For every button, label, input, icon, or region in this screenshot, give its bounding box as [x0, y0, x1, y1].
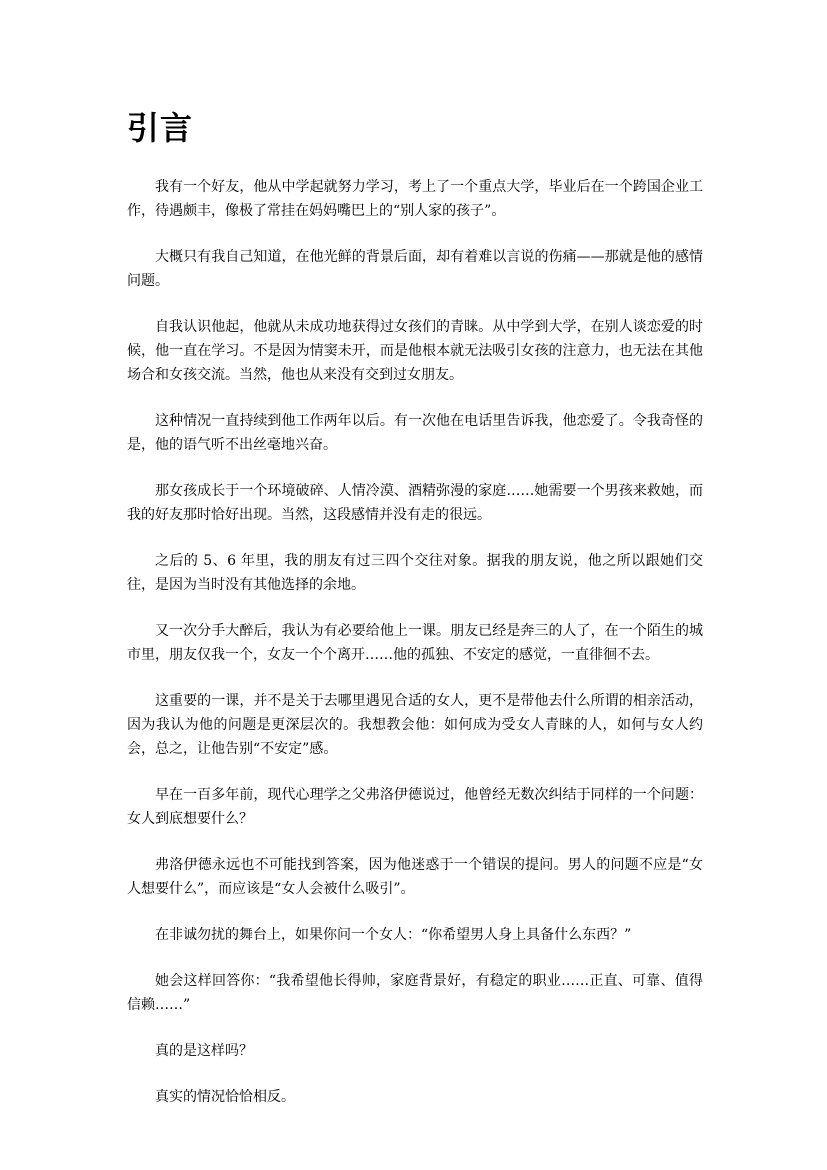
paragraph: 那女孩成长于一个环境破碎、人情冷漠、酒精弥漫的家庭……她需要一个男孩来救她，而我的好友那时恰好出现。当然，这段感情并没有走的很远。 — [127, 483, 703, 523]
paragraph: 在非诚勿扰的舞台上，如果你问一个女人：“你希望男人身上具备什么东西？” — [155, 927, 632, 943]
paragraph: 弗洛伊德永远也不可能找到答案，因为他迷惑于一个错误的提问。男人的问题不应是“女人想要什么”，而应该是“女人会被什么吸引”。 — [127, 857, 703, 897]
document-body — [127, 175, 703, 1131]
paragraph: 她会这样回答你：“我希望他长得帅，家庭背景好，有稳定的职业……正直、可靠、值得信赖……” — [127, 973, 703, 1013]
paragraph: 早在一百多年前，现代心理学之父弗洛伊德说过，他曾经无数次纠结于同样的一个问题：女人到底想要什么？ — [127, 787, 703, 827]
paragraph: 大概只有我自己知道，在他光鲜的背景后面，却有着难以言说的伤痛——那就是他的感情问题。 — [127, 249, 703, 289]
paragraph: 我有一个好友，他从中学起就努力学习，考上了一个重点大学，毕业后在一个跨国企业工作，待遇颇丰，像极了常挂在妈妈嘴巴上的“别人家的孩子”。 — [127, 179, 703, 219]
paragraph: 这重要的一课，并不是关于去哪里遇见合适的女人，更不是带他去什么所谓的相亲活动，因为我认为他的问题是更深层次的。我想教会他：如何成为受女人青睐的人，如何与女人约会，总之，让他告别“不安定”感。 — [127, 693, 703, 757]
paragraph: 之后的 5、6 年里，我的朋友有过三四个交往对象。据我的朋友说，他之所以跟她们交往，是因为当时没有其他选择的余地。 — [127, 553, 703, 593]
page-title: 引言 — [127, 109, 194, 147]
paragraph: 真的是这样吗？ — [155, 1043, 253, 1059]
paragraph: 自我认识他起，他就从未成功地获得过女孩们的青睐。从中学到大学，在别人谈恋爱的时候，他一直在学习。不是因为情窦未开，而是他根本就无法吸引女孩的注意力，也无法在其他场合和女孩交流。当然，他也从来没有交到过女朋友。 — [127, 319, 703, 383]
paragraph: 这种情况一直持续到他工作两年以后。有一次他在电话里告诉我，他恋爱了。令我奇怪的是，他的语气听不出丝毫地兴奋。 — [127, 413, 703, 453]
paragraph: 真实的情况恰恰相反。 — [155, 1089, 295, 1105]
paragraph: 又一次分手大醉后，我认为有必要给他上一课。朋友已经是奔三的人了，在一个陌生的城市里，朋友仅我一个，女友一个个离开……他的孤独、不安定的感觉，一直徘徊不去。 — [127, 623, 703, 663]
